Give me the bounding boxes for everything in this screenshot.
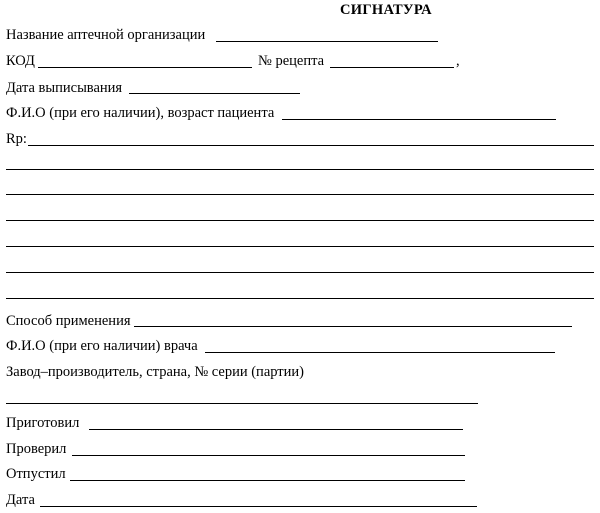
- rp-blank-line[interactable]: [6, 272, 594, 273]
- rp-blank-line[interactable]: [6, 246, 594, 247]
- issue-date-label: Дата выписывания: [6, 80, 123, 96]
- date-field[interactable]: [40, 506, 477, 507]
- form-title: СИГНАТУРА: [340, 2, 432, 18]
- rp-blank-line[interactable]: [6, 194, 594, 195]
- recipe-comma: ,: [456, 53, 460, 69]
- usage-field[interactable]: [134, 326, 572, 327]
- dispensed-by-label: Отпустил: [6, 466, 66, 482]
- prepared-by-label: Приготовил: [6, 415, 80, 431]
- recipe-number-field[interactable]: [330, 67, 454, 68]
- dispensed-by-field[interactable]: [70, 480, 465, 481]
- checked-by-label: Проверил: [6, 441, 67, 457]
- rp-label: Rp:: [6, 131, 27, 147]
- code-label: КОД: [6, 53, 35, 69]
- rp-blank-line[interactable]: [6, 298, 594, 299]
- pharmacy-name-field[interactable]: [216, 41, 438, 42]
- rp-blank-line[interactable]: [6, 169, 594, 170]
- issue-date-field[interactable]: [129, 93, 300, 94]
- prepared-by-field[interactable]: [89, 429, 463, 430]
- rp-blank-line[interactable]: [6, 220, 594, 221]
- usage-label: Способ применения: [6, 313, 131, 329]
- patient-label: Ф.И.О (при его наличии), возраст пациента: [6, 105, 275, 121]
- patient-field[interactable]: [282, 119, 556, 120]
- rp-field[interactable]: [28, 145, 594, 146]
- code-field[interactable]: [38, 67, 252, 68]
- manufacturer-label: Завод–производитель, страна, № серии (партии): [6, 364, 304, 380]
- recipe-number-label: № рецепта: [258, 53, 325, 69]
- doctor-label: Ф.И.О (при его наличии) врача: [6, 338, 198, 354]
- checked-by-field[interactable]: [72, 455, 465, 456]
- doctor-field[interactable]: [205, 352, 555, 353]
- manufacturer-field[interactable]: [6, 403, 478, 404]
- pharmacy-name-label: Название аптечной организации: [6, 27, 206, 43]
- date-label: Дата: [6, 492, 35, 508]
